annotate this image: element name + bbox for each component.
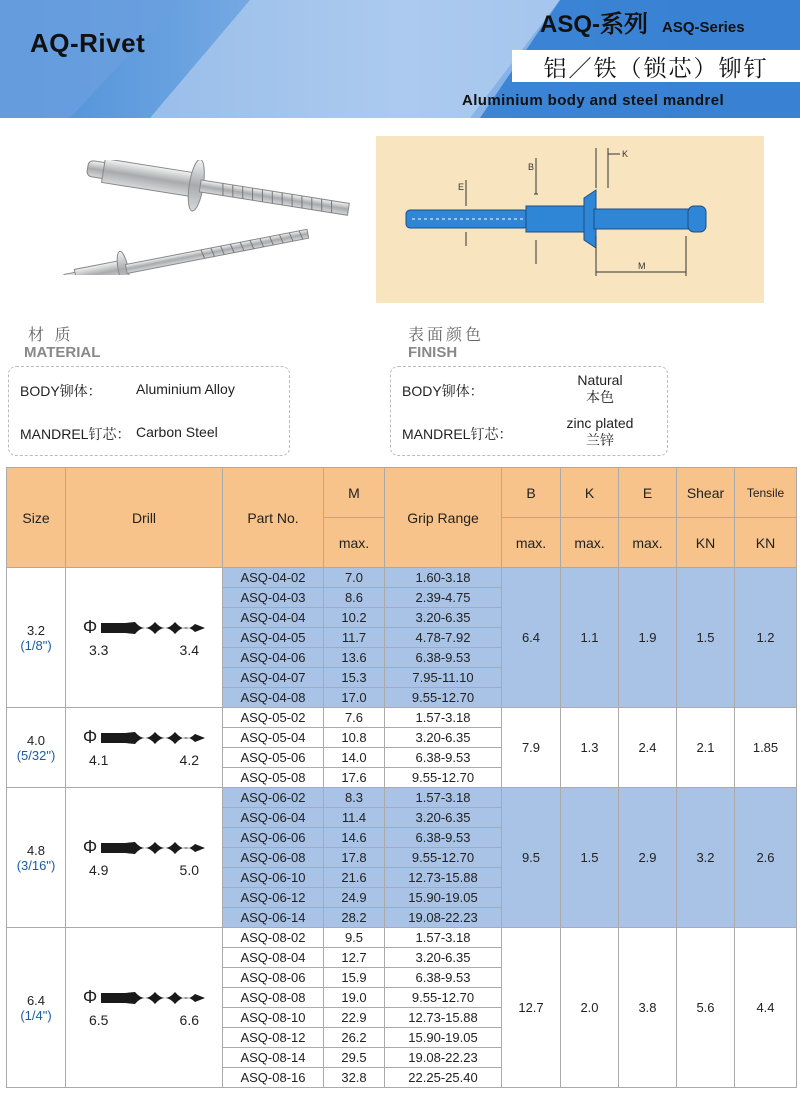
- part-number-cell: ASQ-04-07: [223, 668, 324, 688]
- part-number-cell: ASQ-05-02: [223, 708, 324, 728]
- drill-bit-icon: [101, 728, 205, 748]
- m-max-cell: 8.6: [324, 588, 385, 608]
- header-size: Size: [7, 468, 66, 568]
- drill-sizes: [89, 752, 199, 768]
- part-number-cell: ASQ-08-02: [223, 928, 324, 948]
- header-tensile: Tensile: [735, 468, 797, 518]
- b-value-cell: 6.4: [502, 568, 561, 708]
- dim-label-b: B: [528, 162, 535, 172]
- header-tensile-sub: KN: [735, 518, 797, 568]
- grip-range-cell: 1.57-3.18: [385, 708, 502, 728]
- subtitle-en: Aluminium body and steel mandrel: [462, 92, 725, 109]
- header-e-sub: max.: [619, 518, 677, 568]
- header-part-no: Part No.: [223, 468, 324, 568]
- m-max-cell: 12.7: [324, 948, 385, 968]
- grip-range-cell: 1.57-3.18: [385, 788, 502, 808]
- phi-symbol: Φ: [82, 727, 98, 747]
- grip-range-cell: 19.08-22.23: [385, 1048, 502, 1068]
- size-mm: 4.8: [26, 842, 46, 858]
- finish-body-label: BODY铆体：: [402, 383, 484, 399]
- m-max-cell: 10.2: [324, 608, 385, 628]
- grip-range-cell: 12.73-15.88: [385, 868, 502, 888]
- part-number-cell: ASQ-05-06: [223, 748, 324, 768]
- e-value-cell: 2.4: [619, 708, 677, 788]
- part-number-cell: ASQ-04-08: [223, 688, 324, 708]
- drill-min: 4.1: [89, 752, 109, 768]
- grip-range-cell: 1.60-3.18: [385, 568, 502, 588]
- phi-symbol: Φ: [82, 617, 98, 637]
- drill-cell: [66, 928, 223, 1088]
- tensile-value-cell: 1.2: [735, 568, 797, 708]
- part-number-cell: ASQ-04-03: [223, 588, 324, 608]
- part-number-cell: ASQ-08-14: [223, 1048, 324, 1068]
- m-max-cell: 17.0: [324, 688, 385, 708]
- b-value-cell: 7.9: [502, 708, 561, 788]
- m-max-cell: 10.8: [324, 728, 385, 748]
- size-mm: 3.2: [26, 622, 46, 638]
- part-number-cell: ASQ-06-12: [223, 888, 324, 908]
- drill-max: 5.0: [179, 862, 199, 878]
- drill-max: 3.4: [179, 642, 199, 658]
- k-value-cell: 2.0: [561, 928, 619, 1088]
- grip-range-cell: 12.73-15.88: [385, 1008, 502, 1028]
- k-value-cell: 1.3: [561, 708, 619, 788]
- header-k-sub: max.: [561, 518, 619, 568]
- part-number-cell: ASQ-05-04: [223, 728, 324, 748]
- m-max-cell: 8.3: [324, 788, 385, 808]
- k-value-cell: 1.1: [561, 568, 619, 708]
- header-b-sub: max.: [502, 518, 561, 568]
- size-inch: (1/4"): [20, 1007, 52, 1023]
- drill-graphic: [66, 727, 222, 768]
- header-grip-range: Grip Range: [385, 468, 502, 568]
- size-cell: [7, 928, 66, 1088]
- size-inch: (1/8"): [20, 637, 52, 653]
- shear-value-cell: 2.1: [677, 708, 735, 788]
- header-m: M: [324, 468, 385, 518]
- spec-body: [7, 568, 797, 1088]
- drill-graphic: [66, 617, 222, 658]
- grip-range-cell: 6.38-9.53: [385, 968, 502, 988]
- part-number-cell: ASQ-08-10: [223, 1008, 324, 1028]
- drill-max: 6.6: [179, 1012, 199, 1028]
- m-max-cell: 17.6: [324, 768, 385, 788]
- drill-max: 4.2: [179, 752, 199, 768]
- table-row: [7, 568, 797, 588]
- m-max-cell: 14.0: [324, 748, 385, 768]
- grip-range-cell: 4.78-7.92: [385, 628, 502, 648]
- size-mm: 6.4: [26, 992, 46, 1008]
- drill-row: [83, 837, 205, 858]
- e-value-cell: 1.9: [619, 568, 677, 708]
- e-value-cell: 3.8: [619, 928, 677, 1088]
- m-max-cell: 29.5: [324, 1048, 385, 1068]
- grip-range-cell: 3.20-6.35: [385, 808, 502, 828]
- part-number-cell: ASQ-08-12: [223, 1028, 324, 1048]
- material-title-en: MATERIAL: [24, 344, 101, 361]
- header-shear-sub: KN: [677, 518, 735, 568]
- drill-cell: [66, 788, 223, 928]
- shear-value-cell: 3.2: [677, 788, 735, 928]
- drill-sizes: [89, 862, 199, 878]
- spec-table: [6, 467, 797, 1088]
- part-number-cell: ASQ-04-06: [223, 648, 324, 668]
- m-max-cell: 32.8: [324, 1068, 385, 1088]
- grip-range-cell: 3.20-6.35: [385, 948, 502, 968]
- finish-mandrel-value: [552, 415, 648, 449]
- m-max-cell: 14.6: [324, 828, 385, 848]
- drill-bit-icon: [101, 618, 205, 638]
- m-max-cell: 11.4: [324, 808, 385, 828]
- m-max-cell: 17.8: [324, 848, 385, 868]
- grip-range-cell: 19.08-22.23: [385, 908, 502, 928]
- header-m-sub: max.: [324, 518, 385, 568]
- m-max-cell: 28.2: [324, 908, 385, 928]
- tensile-value-cell: 4.4: [735, 928, 797, 1088]
- header-k: K: [561, 468, 619, 518]
- drill-row: [83, 987, 205, 1008]
- table-row: [7, 708, 797, 728]
- finish-body-value-en: Natural: [577, 372, 623, 388]
- grip-range-cell: 9.55-12.70: [385, 768, 502, 788]
- finish-mandrel-label: MANDREL钉芯：: [402, 426, 513, 442]
- part-number-cell: ASQ-04-04: [223, 608, 324, 628]
- m-max-cell: 13.6: [324, 648, 385, 668]
- size-cell: [7, 708, 66, 788]
- material-body-label: BODY铆体：: [20, 383, 102, 399]
- e-value-cell: 2.9: [619, 788, 677, 928]
- finish-body-value: [560, 372, 640, 406]
- grip-range-cell: 3.20-6.35: [385, 728, 502, 748]
- m-max-cell: 19.0: [324, 988, 385, 1008]
- phi-symbol: Φ: [82, 987, 98, 1007]
- part-number-cell: ASQ-06-08: [223, 848, 324, 868]
- m-max-cell: 7.0: [324, 568, 385, 588]
- material-mandrel-label: MANDREL钉芯：: [20, 426, 131, 442]
- grip-range-cell: 15.90-19.05: [385, 888, 502, 908]
- part-number-cell: ASQ-08-16: [223, 1068, 324, 1088]
- grip-range-cell: 3.20-6.35: [385, 608, 502, 628]
- finish-body-value-cn: 本色: [586, 389, 614, 405]
- m-max-cell: 22.9: [324, 1008, 385, 1028]
- grip-range-cell: 1.57-3.18: [385, 928, 502, 948]
- m-max-cell: 26.2: [324, 1028, 385, 1048]
- series-en: ASQ-Series: [662, 19, 745, 36]
- material-title-cn: 材 质: [28, 327, 74, 344]
- shear-value-cell: 5.6: [677, 928, 735, 1088]
- part-number-cell: ASQ-06-06: [223, 828, 324, 848]
- grip-range-cell: 22.25-25.40: [385, 1068, 502, 1088]
- series-cn: ASQ-系列: [540, 11, 648, 38]
- drill-graphic: [66, 837, 222, 878]
- drill-bit-icon: [101, 838, 205, 858]
- dim-label-k: K: [622, 149, 629, 159]
- part-number-cell: ASQ-08-06: [223, 968, 324, 988]
- header-e: E: [619, 468, 677, 518]
- drill-min: 3.3: [89, 642, 109, 658]
- rivet-photo: [50, 160, 360, 275]
- finish-title-cn: 表面颜色: [408, 327, 485, 344]
- part-number-cell: ASQ-06-10: [223, 868, 324, 888]
- m-max-cell: 24.9: [324, 888, 385, 908]
- grip-range-cell: 6.38-9.53: [385, 828, 502, 848]
- grip-range-cell: 6.38-9.53: [385, 748, 502, 768]
- m-max-cell: 15.3: [324, 668, 385, 688]
- size-inch: (3/16"): [16, 857, 56, 873]
- k-value-cell: 1.5: [561, 788, 619, 928]
- drill-row: [83, 727, 205, 748]
- grip-range-cell: 9.55-12.70: [385, 848, 502, 868]
- table-row: [7, 788, 797, 808]
- grip-range-cell: 9.55-12.70: [385, 688, 502, 708]
- header-b: B: [502, 468, 561, 518]
- m-max-cell: 15.9: [324, 968, 385, 988]
- material-body-value: Aluminium Alloy: [136, 381, 235, 397]
- brand-title: AQ-Rivet: [30, 28, 146, 58]
- finish-title-en: FINISH: [408, 344, 458, 361]
- part-number-cell: ASQ-05-08: [223, 768, 324, 788]
- b-value-cell: 12.7: [502, 928, 561, 1088]
- grip-range-cell: 9.55-12.70: [385, 988, 502, 1008]
- grip-range-cell: 7.95-11.10: [385, 668, 502, 688]
- part-number-cell: ASQ-06-14: [223, 908, 324, 928]
- grip-range-cell: 2.39-4.75: [385, 588, 502, 608]
- drill-cell: [66, 708, 223, 788]
- size-mm: 4.0: [26, 732, 46, 748]
- subtitle-cn: 铝／铁（锁芯）铆钉: [512, 50, 800, 82]
- drill-row: [83, 617, 205, 638]
- m-max-cell: 21.6: [324, 868, 385, 888]
- phi-symbol: Φ: [82, 837, 98, 857]
- drill-bit-icon: [101, 988, 205, 1008]
- dim-label-e: E: [458, 182, 465, 192]
- table-row: [7, 928, 797, 948]
- part-number-cell: ASQ-08-04: [223, 948, 324, 968]
- tensile-value-cell: 2.6: [735, 788, 797, 928]
- header-row-1: [7, 468, 797, 518]
- m-max-cell: 7.6: [324, 708, 385, 728]
- material-mandrel-value: Carbon Steel: [136, 424, 218, 440]
- part-number-cell: ASQ-04-02: [223, 568, 324, 588]
- drill-sizes: [89, 642, 199, 658]
- drill-graphic: [66, 987, 222, 1028]
- grip-range-cell: 6.38-9.53: [385, 648, 502, 668]
- m-max-cell: 9.5: [324, 928, 385, 948]
- header-shear: Shear: [677, 468, 735, 518]
- finish-mandrel-value-cn: 兰锌: [586, 432, 614, 448]
- part-number-cell: ASQ-08-08: [223, 988, 324, 1008]
- size-inch: (5/32"): [16, 747, 56, 763]
- finish-mandrel-value-en: zinc plated: [566, 415, 634, 431]
- part-number-cell: ASQ-04-05: [223, 628, 324, 648]
- size-cell: [7, 788, 66, 928]
- part-number-cell: ASQ-06-02: [223, 788, 324, 808]
- drill-cell: [66, 568, 223, 708]
- shear-value-cell: 1.5: [677, 568, 735, 708]
- drill-sizes: [89, 1012, 199, 1028]
- dim-label-m: M: [638, 261, 646, 271]
- grip-range-cell: 15.90-19.05: [385, 1028, 502, 1048]
- part-number-cell: ASQ-06-04: [223, 808, 324, 828]
- rivet-dimension-diagram: [376, 136, 764, 303]
- tensile-value-cell: 1.85: [735, 708, 797, 788]
- drill-min: 4.9: [89, 862, 109, 878]
- size-cell: [7, 568, 66, 708]
- m-max-cell: 11.7: [324, 628, 385, 648]
- header-drill: Drill: [66, 468, 223, 568]
- series-title: [540, 4, 745, 39]
- b-value-cell: 9.5: [502, 788, 561, 928]
- drill-min: 6.5: [89, 1012, 109, 1028]
